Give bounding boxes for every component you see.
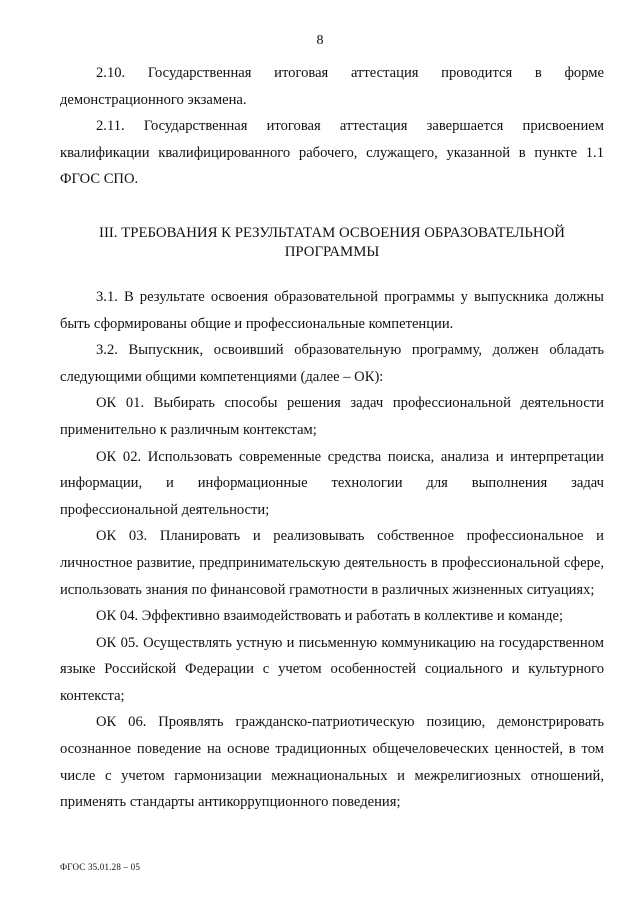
competency-ok-06: ОК 06. Проявлять гражданско-патриотическую позицию, демонстрировать осознанное поведение на основе традиционных общечеловеческих ценностей, в том числе с учетом гармонизации межнациональных и межрелигиозных отношений, применять стандарты антикоррупционного поведения;: [60, 714, 604, 811]
page-number: 8: [316, 33, 324, 48]
competency-ok-01: ОК 01. Выбирать способы решения задач профессиональной деятельности применительно к различным контекстам;: [60, 395, 604, 438]
competency-ok-05: ОК 05. Осуществлять устную и письменную коммуникацию на государственном языке Российской Федерации с учетом особенностей социального и культурного контекста;: [60, 634, 604, 704]
competency-ok-02: ОК 02. Использовать современные средства поиска, анализа и интерпретации информации, и информационные технологии для выполнения задач профессиональной деятельности;: [60, 448, 604, 518]
section-heading: III. ТРЕБОВАНИЯ К РЕЗУЛЬТАТАМ ОСВОЕНИЯ ОБРАЗОВАТЕЛЬНОЙ ПРОГРАММЫ: [99, 224, 565, 260]
document-footer: ФГОС 35.01.28 – 05: [60, 862, 141, 872]
paragraph-3-2: 3.2. Выпускник, освоивший образовательную программу, должен обладать следующими общими компетенциями (далее – ОК):: [60, 342, 604, 385]
competency-ok-04: ОК 04. Эффективно взаимодействовать и работать в коллективе и команде;: [96, 608, 564, 625]
paragraph-3-1: 3.1. В результате освоения образовательной программы у выпускника должны быть сформированы общие и профессиональные компетенции.: [60, 288, 604, 332]
competency-ok-03: ОК 03. Планировать и реализовывать собственное профессиональное и личностное развитие, предпринимательскую деятельность в профессиональной сфере, использовать знания по финансовой грамотности в различных жизненных ситуациях;: [60, 528, 604, 598]
document-body: [60, 60, 604, 816]
paragraph-2-10: 2.10. Государственная итоговая аттестация проводится в форме демонстрационного экзамена.: [60, 65, 604, 108]
paragraph-2-11: 2.11. Государственная итоговая аттестация завершается присвоением квалификации квалифицированного рабочего, служащего, указанной в пункте 1.1 ФГОС СПО.: [60, 118, 604, 188]
